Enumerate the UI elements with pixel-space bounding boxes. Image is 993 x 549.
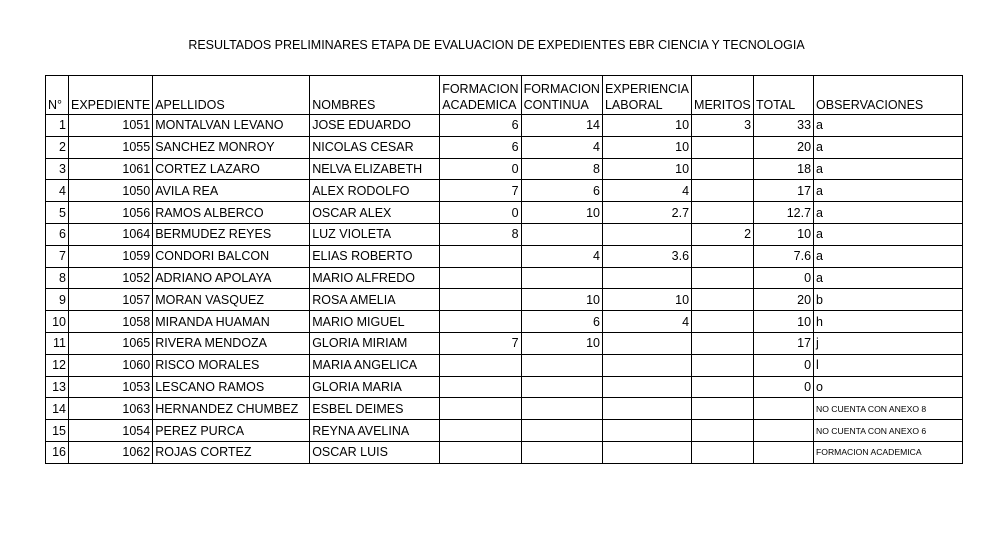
page-title: RESULTADOS PRELIMINARES ETAPA DE EVALUACION DE EXPEDIENTES EBR CIENCIA Y TECNOLOGIA (188, 38, 805, 52)
cell-observaciones: a (814, 267, 963, 289)
cell-formacion-academica: 0 (440, 158, 521, 180)
cell-nombres: OSCAR ALEX (310, 202, 440, 224)
cell-nombres: NELVA ELIZABETH (310, 158, 440, 180)
cell-formacion-continua: 6 (521, 180, 602, 202)
cell-formacion-academica: 6 (440, 115, 521, 137)
cell-formacion-continua: 6 (521, 311, 602, 333)
cell-n: 4 (46, 180, 69, 202)
cell-apellidos: ADRIANO APOLAYA (153, 267, 310, 289)
cell-formacion-academica (440, 398, 521, 420)
table-row (46, 332, 963, 354)
cell-meritos (692, 267, 754, 289)
cell-formacion-continua: 4 (521, 136, 602, 158)
cell-expediente: 1063 (69, 398, 153, 420)
cell-formacion-academica: 7 (440, 332, 521, 354)
cell-experiencia-laboral (602, 332, 691, 354)
cell-n: 16 (46, 441, 69, 463)
results-table (45, 75, 963, 464)
cell-formacion-continua: 10 (521, 332, 602, 354)
cell-observaciones: NO CUENTA CON ANEXO 6 (814, 420, 963, 442)
cell-experiencia-laboral: 4 (602, 180, 691, 202)
cell-experiencia-laboral: 4 (602, 311, 691, 333)
table-row (46, 376, 963, 398)
cell-observaciones: a (814, 180, 963, 202)
cell-n: 10 (46, 311, 69, 333)
cell-total: 17 (754, 332, 814, 354)
cell-formacion-academica (440, 376, 521, 398)
cell-apellidos: MORAN VASQUEZ (153, 289, 310, 311)
table-row (46, 223, 963, 245)
cell-formacion-academica (440, 311, 521, 333)
cell-meritos (692, 202, 754, 224)
cell-nombres: ESBEL DEIMES (310, 398, 440, 420)
cell-apellidos: MONTALVAN LEVANO (153, 115, 310, 137)
cell-total (754, 441, 814, 463)
table-row (46, 267, 963, 289)
cell-observaciones: a (814, 202, 963, 224)
cell-formacion-academica (440, 420, 521, 442)
cell-observaciones: NO CUENTA CON ANEXO 8 (814, 398, 963, 420)
cell-meritos (692, 245, 754, 267)
cell-n: 7 (46, 245, 69, 267)
cell-experiencia-laboral (602, 441, 691, 463)
cell-expediente: 1060 (69, 354, 153, 376)
cell-formacion-academica (440, 441, 521, 463)
cell-formacion-academica: 8 (440, 223, 521, 245)
table-row (46, 180, 963, 202)
header-observaciones: OBSERVACIONES (814, 76, 963, 115)
cell-total (754, 420, 814, 442)
cell-n: 6 (46, 223, 69, 245)
cell-formacion-academica (440, 289, 521, 311)
cell-observaciones: a (814, 158, 963, 180)
cell-nombres: OSCAR LUIS (310, 441, 440, 463)
cell-formacion-academica (440, 245, 521, 267)
table-row (46, 289, 963, 311)
header-nombres: NOMBRES (310, 76, 440, 115)
cell-apellidos: CONDORI BALCON (153, 245, 310, 267)
cell-apellidos: LESCANO RAMOS (153, 376, 310, 398)
cell-meritos (692, 158, 754, 180)
cell-expediente: 1059 (69, 245, 153, 267)
cell-nombres: NICOLAS CESAR (310, 136, 440, 158)
cell-expediente: 1058 (69, 311, 153, 333)
cell-expediente: 1054 (69, 420, 153, 442)
cell-experiencia-laboral (602, 398, 691, 420)
cell-experiencia-laboral (602, 420, 691, 442)
cell-formacion-continua (521, 398, 602, 420)
cell-observaciones: l (814, 354, 963, 376)
cell-apellidos: RISCO MORALES (153, 354, 310, 376)
cell-total: 20 (754, 289, 814, 311)
cell-expediente: 1051 (69, 115, 153, 137)
cell-expediente: 1050 (69, 180, 153, 202)
results-table-body (46, 76, 963, 464)
cell-formacion-continua: 10 (521, 202, 602, 224)
table-row (46, 202, 963, 224)
cell-total: 12.7 (754, 202, 814, 224)
cell-apellidos: RAMOS ALBERCO (153, 202, 310, 224)
cell-n: 9 (46, 289, 69, 311)
cell-expediente: 1056 (69, 202, 153, 224)
cell-nombres: GLORIA MARIA (310, 376, 440, 398)
cell-observaciones: b (814, 289, 963, 311)
cell-n: 11 (46, 332, 69, 354)
table-row (46, 115, 963, 137)
cell-meritos: 2 (692, 223, 754, 245)
cell-meritos (692, 354, 754, 376)
cell-formacion-academica (440, 267, 521, 289)
cell-nombres: ROSA AMELIA (310, 289, 440, 311)
cell-nombres: MARIO ALFREDO (310, 267, 440, 289)
cell-formacion-continua: 8 (521, 158, 602, 180)
cell-total: 10 (754, 223, 814, 245)
cell-expediente: 1064 (69, 223, 153, 245)
cell-apellidos: RIVERA MENDOZA (153, 332, 310, 354)
cell-nombres: REYNA AVELINA (310, 420, 440, 442)
cell-experiencia-laboral (602, 354, 691, 376)
cell-n: 1 (46, 115, 69, 137)
header-formacion-academica: FORMACION ACADEMICA (440, 76, 521, 115)
cell-expediente: 1065 (69, 332, 153, 354)
cell-formacion-continua (521, 420, 602, 442)
table-row (46, 354, 963, 376)
header-experiencia-laboral: EXPERIENCIA LABORAL (602, 76, 691, 115)
cell-formacion-continua: 4 (521, 245, 602, 267)
cell-total: 0 (754, 354, 814, 376)
cell-nombres: ALEX RODOLFO (310, 180, 440, 202)
cell-observaciones: a (814, 245, 963, 267)
cell-expediente: 1062 (69, 441, 153, 463)
table-row (46, 420, 963, 442)
cell-total: 0 (754, 267, 814, 289)
cell-expediente: 1052 (69, 267, 153, 289)
cell-formacion-academica: 0 (440, 202, 521, 224)
cell-observaciones: o (814, 376, 963, 398)
cell-total: 10 (754, 311, 814, 333)
cell-experiencia-laboral (602, 267, 691, 289)
cell-formacion-continua: 14 (521, 115, 602, 137)
cell-n: 15 (46, 420, 69, 442)
cell-experiencia-laboral: 10 (602, 136, 691, 158)
header-row (46, 76, 963, 115)
cell-total: 18 (754, 158, 814, 180)
cell-observaciones: a (814, 136, 963, 158)
cell-formacion-continua (521, 223, 602, 245)
cell-meritos (692, 311, 754, 333)
cell-formacion-continua (521, 267, 602, 289)
cell-formacion-academica: 7 (440, 180, 521, 202)
cell-n: 14 (46, 398, 69, 420)
cell-observaciones: j (814, 332, 963, 354)
cell-n: 13 (46, 376, 69, 398)
cell-nombres: LUZ VIOLETA (310, 223, 440, 245)
cell-expediente: 1055 (69, 136, 153, 158)
cell-apellidos: PEREZ PURCA (153, 420, 310, 442)
cell-experiencia-laboral: 10 (602, 158, 691, 180)
cell-meritos (692, 332, 754, 354)
cell-apellidos: AVILA REA (153, 180, 310, 202)
cell-expediente: 1053 (69, 376, 153, 398)
cell-formacion-academica: 6 (440, 136, 521, 158)
cell-apellidos: HERNANDEZ CHUMBEZ (153, 398, 310, 420)
cell-formacion-continua (521, 354, 602, 376)
cell-meritos (692, 180, 754, 202)
header-formacion-continua: FORMACION CONTINUA (521, 76, 602, 115)
cell-meritos (692, 289, 754, 311)
header-n: N° (46, 76, 69, 115)
cell-total: 0 (754, 376, 814, 398)
cell-experiencia-laboral (602, 376, 691, 398)
header-total: TOTAL (754, 76, 814, 115)
cell-n: 12 (46, 354, 69, 376)
cell-total (754, 398, 814, 420)
table-row (46, 136, 963, 158)
cell-meritos (692, 420, 754, 442)
table-row (46, 441, 963, 463)
cell-apellidos: BERMUDEZ REYES (153, 223, 310, 245)
cell-apellidos: SANCHEZ MONROY (153, 136, 310, 158)
cell-formacion-academica (440, 354, 521, 376)
cell-nombres: MARIO MIGUEL (310, 311, 440, 333)
cell-total: 17 (754, 180, 814, 202)
cell-experiencia-laboral: 3.6 (602, 245, 691, 267)
cell-expediente: 1061 (69, 158, 153, 180)
cell-meritos (692, 136, 754, 158)
cell-experiencia-laboral: 10 (602, 115, 691, 137)
header-expediente: EXPEDIENTE (69, 76, 153, 115)
cell-meritos: 3 (692, 115, 754, 137)
cell-observaciones: h (814, 311, 963, 333)
cell-nombres: GLORIA MIRIAM (310, 332, 440, 354)
cell-meritos (692, 398, 754, 420)
table-row (46, 311, 963, 333)
table-row (46, 398, 963, 420)
cell-n: 2 (46, 136, 69, 158)
cell-meritos (692, 376, 754, 398)
cell-experiencia-laboral: 10 (602, 289, 691, 311)
cell-formacion-continua: 10 (521, 289, 602, 311)
cell-meritos (692, 441, 754, 463)
cell-n: 8 (46, 267, 69, 289)
cell-total: 20 (754, 136, 814, 158)
cell-observaciones: a (814, 223, 963, 245)
cell-nombres: JOSE EDUARDO (310, 115, 440, 137)
cell-experiencia-laboral: 2.7 (602, 202, 691, 224)
cell-total: 7.6 (754, 245, 814, 267)
header-apellidos: APELLIDOS (153, 76, 310, 115)
cell-formacion-continua (521, 376, 602, 398)
cell-apellidos: CORTEZ LAZARO (153, 158, 310, 180)
header-meritos: MERITOS (692, 76, 754, 115)
cell-experiencia-laboral (602, 223, 691, 245)
cell-total: 33 (754, 115, 814, 137)
cell-nombres: MARIA ANGELICA (310, 354, 440, 376)
table-row (46, 158, 963, 180)
cell-observaciones: FORMACION ACADEMICA (814, 441, 963, 463)
cell-nombres: ELIAS ROBERTO (310, 245, 440, 267)
table-row (46, 245, 963, 267)
cell-apellidos: MIRANDA HUAMAN (153, 311, 310, 333)
cell-expediente: 1057 (69, 289, 153, 311)
cell-apellidos: ROJAS CORTEZ (153, 441, 310, 463)
cell-n: 3 (46, 158, 69, 180)
cell-formacion-continua (521, 441, 602, 463)
cell-n: 5 (46, 202, 69, 224)
cell-observaciones: a (814, 115, 963, 137)
